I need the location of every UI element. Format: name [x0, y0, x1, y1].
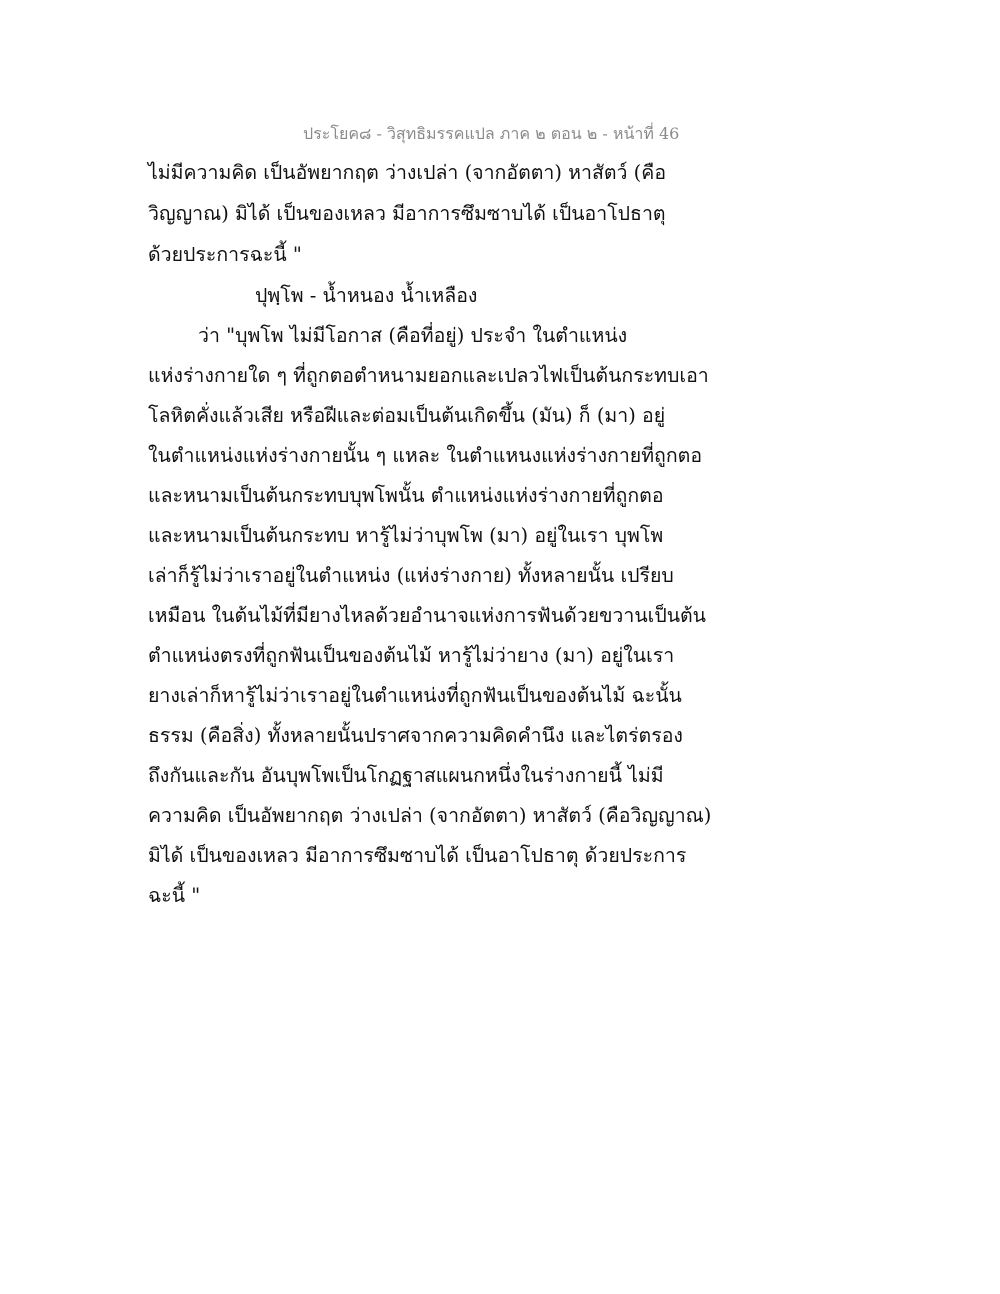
paragraph-line: โลหิตคั่งแล้วเสีย หรือฝีและต่อมเป็นต้นเกิดขึ้น (มัน) ก็ (มา) อยู่ [148, 404, 666, 427]
text-line: ด้วยประการฉะนี้ " [148, 243, 302, 266]
paragraph-line: ยางเล่าก็หารู้ไม่ว่าเราอยู่ในตำแหน่งที่ถูกฟันเป็นของต้นไม้ ฉะนั้น [148, 684, 682, 707]
paragraph-line: และหนามเป็นต้นกระทบ หารู้ไม่ว่าบุพโพ (มา) อยู่ในเรา บุพโพ [148, 524, 664, 547]
paragraph-line: และหนามเป็นต้นกระทบบุพโพนั้น ตำแหน่งแห่งร่างกายที่ถูกตอ [148, 484, 664, 507]
paragraph-line: ว่า "บุพโพ ไม่มีโอกาส (คือที่อยู่) ประจำ ในตำแหน่ง [198, 324, 628, 347]
page-header: ประโยค๘ - วิสุทธิมรรคแปล ภาค ๒ ตอน ๒ - หน้าที่ 46 [303, 124, 680, 143]
paragraph-line: ถึงกันและกัน อันบุพโพเป็นโกฏฐาสแผนกหนึ่งในร่างกายนี้ ไม่มี [148, 764, 664, 787]
paragraph-line: เล่าก็รู้ไม่ว่าเราอยู่ในตำแหน่ง (แห่งร่างกาย) ทั้งหลายนั้น เปรียบ [148, 564, 674, 587]
paragraph-line: ฉะนี้ " [148, 884, 201, 907]
section-heading: ปุพฺโพ - น้ำหนอง น้ำเหลือง [255, 284, 478, 307]
paragraph-line: ตำแหน่งตรงที่ถูกฟันเป็นของต้นไม้ หารู้ไม่ว่ายาง (มา) อยู่ในเรา [148, 644, 675, 667]
text-line: วิญญาณ) มิได้ เป็นของเหลว มีอาการซึมซาบได้ เป็นอาโปธาตุ [148, 202, 666, 225]
paragraph-line: แห่งร่างกายใด ๆ ที่ถูกตอตำหนามยอกและเปลวไฟเป็นต้นกระทบเอา [148, 364, 709, 387]
paragraph-line: ความคิด เป็นอัพยากฤต ว่างเปล่า (จากอัตตา) หาสัตว์ (คือวิญญาณ) [148, 804, 712, 827]
paragraph-line: ธรรม (คือสิ่ง) ทั้งหลายนั้นปราศจากความคิดคำนึง และไตร่ตรอง [148, 724, 683, 747]
paragraph-line: เหมือน ในต้นไม้ที่มียางไหลด้วยอำนาจแห่งการฟันด้วยขวานเป็นต้น [148, 604, 707, 627]
text-line: ไม่มีความคิด เป็นอัพยากฤต ว่างเปล่า (จากอัตตา) หาสัตว์ (คือ [148, 161, 667, 184]
paragraph-line: มิได้ เป็นของเหลว มีอาการซึมซาบได้ เป็นอาโปธาตุ ด้วยประการ [148, 844, 687, 867]
paragraph-line: ในตำแหน่งแห่งร่างกายนั้น ๆ แหละ ในตำแหนงแห่งร่างกายที่ถูกตอ [148, 444, 703, 467]
